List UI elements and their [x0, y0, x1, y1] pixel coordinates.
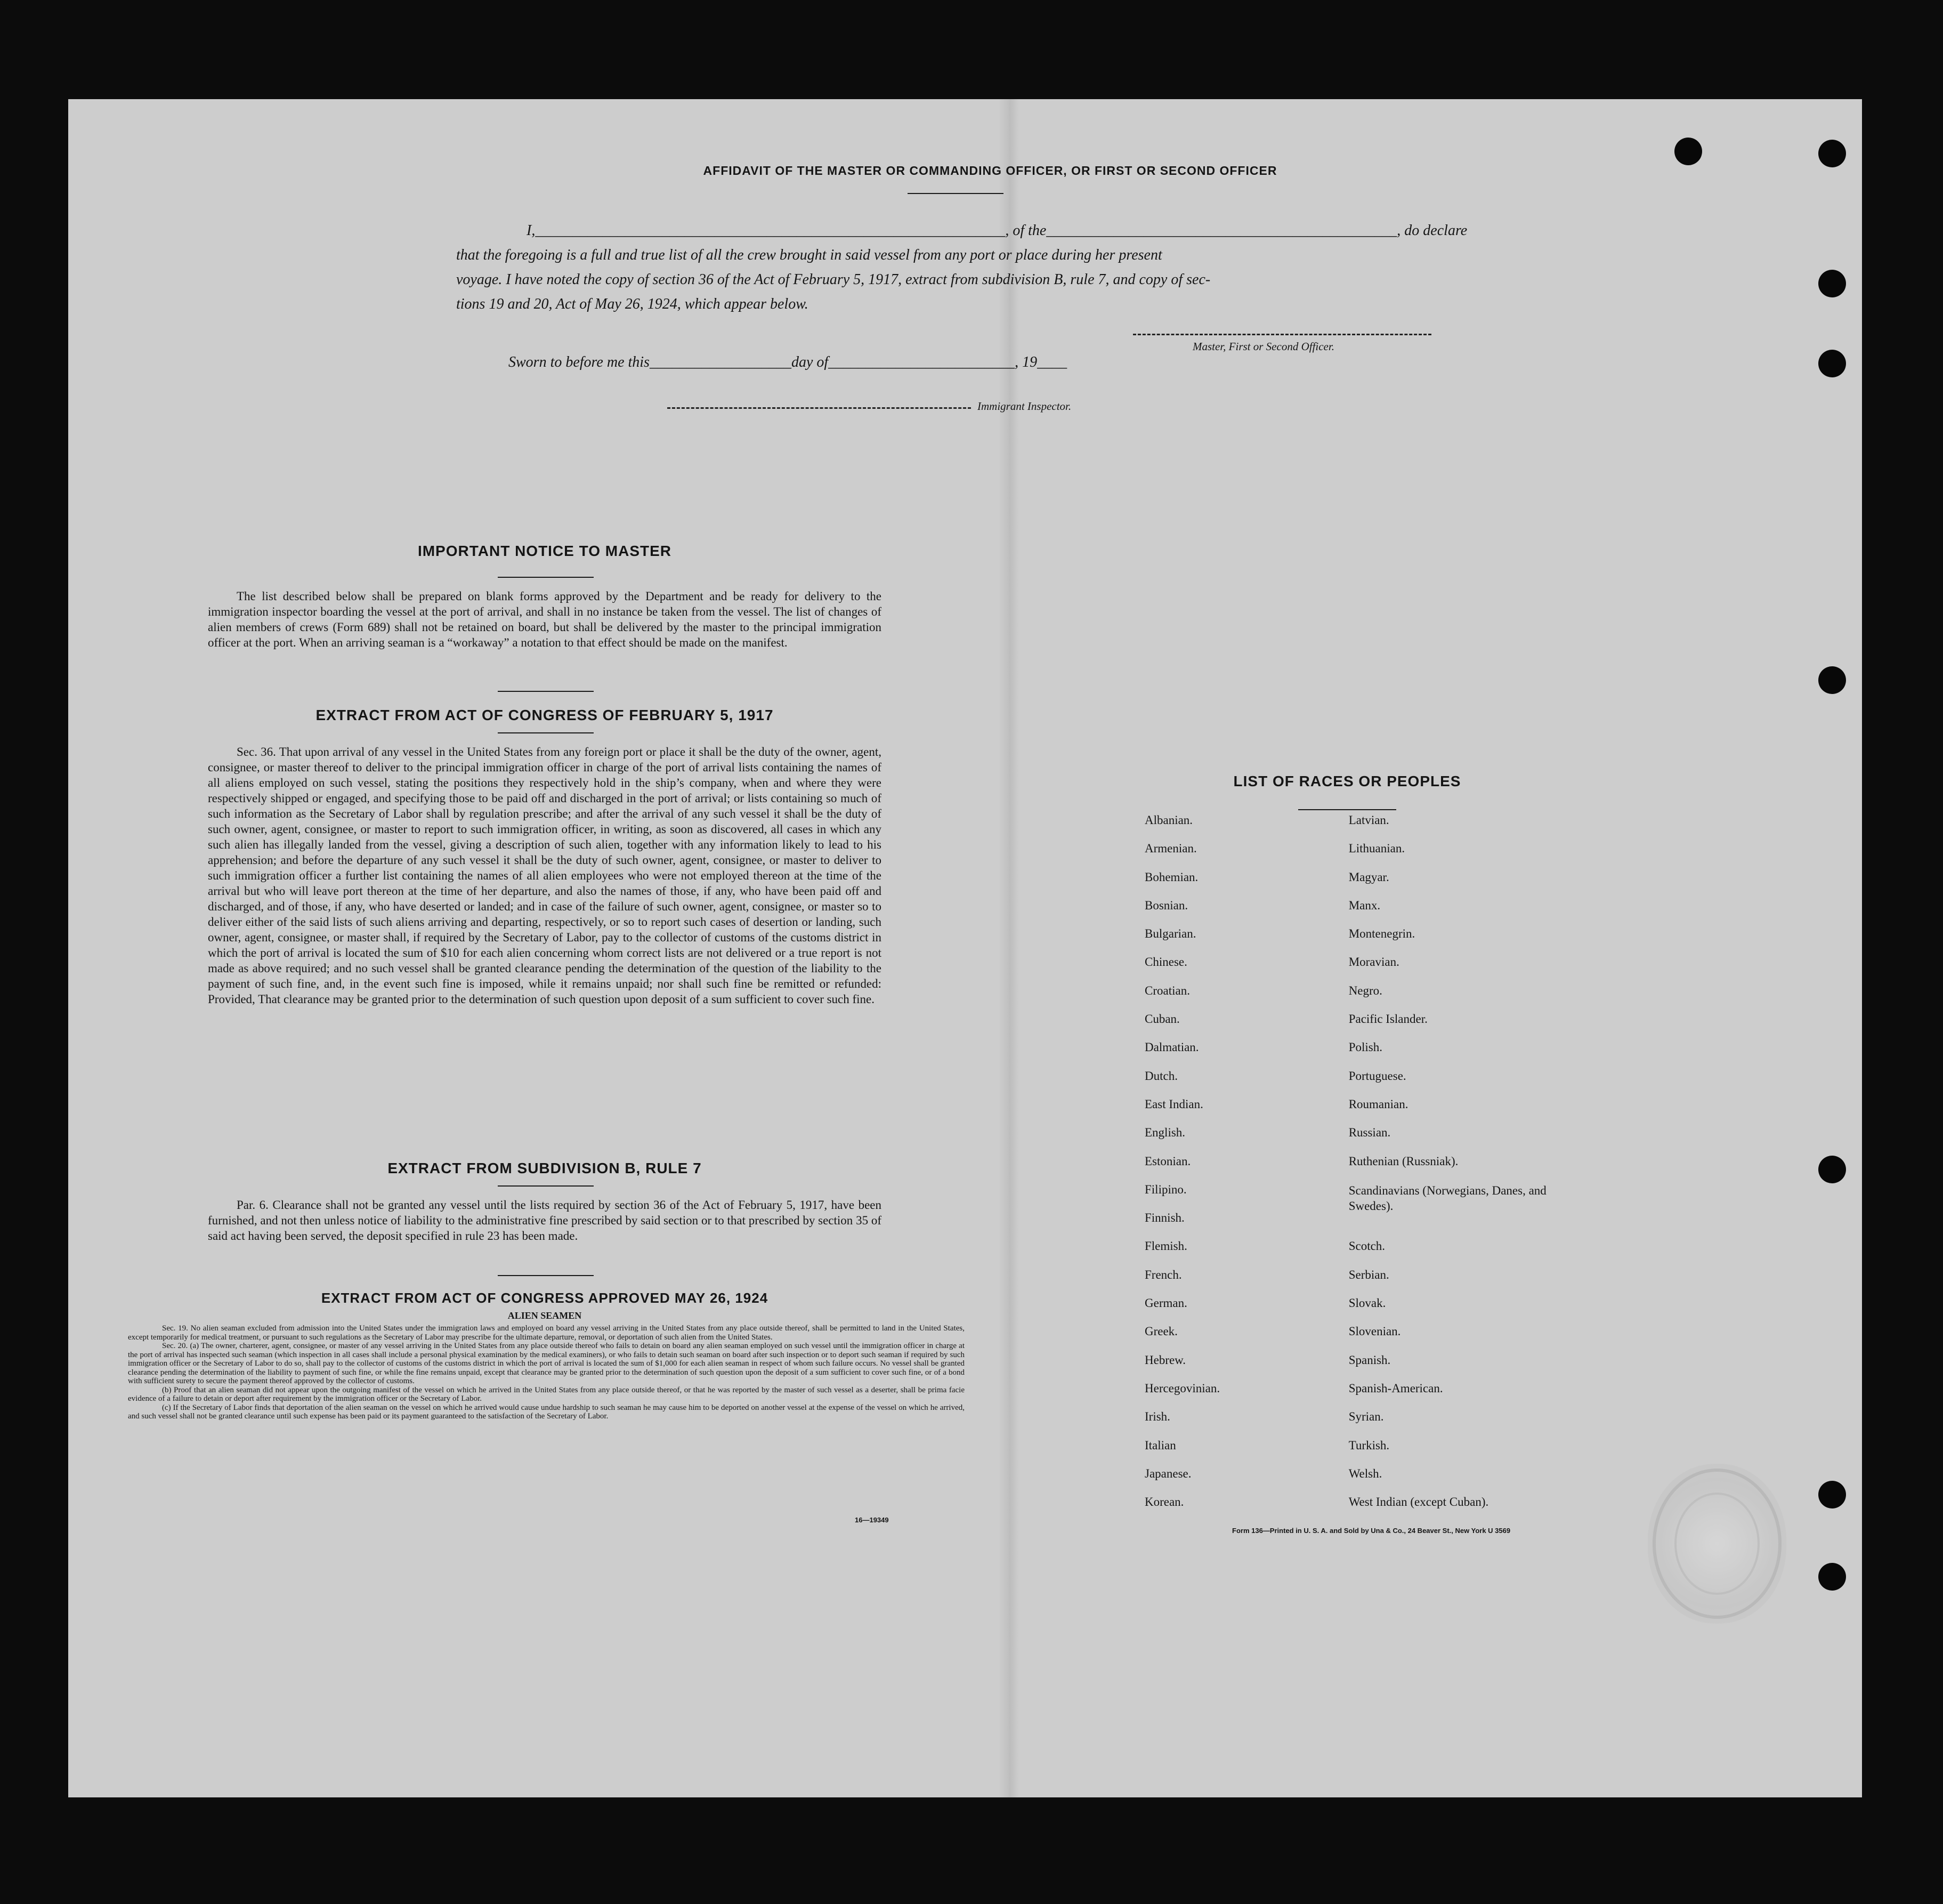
- alien-seamen-subtitle: ALIEN SEAMEN: [507, 1310, 582, 1321]
- extract-rule7-body: [208, 1197, 881, 1244]
- notice-body: [208, 588, 881, 650]
- race-row: [1145, 1439, 1550, 1467]
- race-right: Portuguese.: [1348, 1069, 1406, 1083]
- race-right: Syrian.: [1348, 1410, 1384, 1424]
- race-right: Latvian.: [1348, 813, 1389, 827]
- race-row: [1145, 984, 1550, 1012]
- printer-imprint: Form 136—Printed in U. S. A. and Sold by Una & Co., 24 Beaver St., New York U 3569: [1232, 1527, 1511, 1535]
- race-row: [1145, 813, 1550, 842]
- punch-hole: [1674, 138, 1702, 165]
- race-left: Korean.: [1145, 1495, 1184, 1509]
- race-left: Armenian.: [1145, 842, 1197, 856]
- race-row: [1145, 1353, 1550, 1382]
- extract-rule7-title: EXTRACT FROM SUBDIVISION B, RULE 7: [387, 1160, 702, 1176]
- race-right: Spanish.: [1348, 1353, 1391, 1367]
- race-row: [1145, 1126, 1550, 1154]
- race-row: [1145, 955, 1550, 983]
- race-right: West Indian (except Cuban).: [1348, 1495, 1489, 1509]
- race-right: Pacific Islander.: [1348, 1012, 1428, 1026]
- race-left: English.: [1145, 1126, 1186, 1140]
- extract-rule7-underline: [498, 1185, 594, 1187]
- affidavit-title: AFFIDAVIT OF THE MASTER OR COMMANDING OFFICER, OR FIRST OR SECOND OFFICER: [703, 164, 1277, 178]
- race-row: [1145, 1012, 1550, 1040]
- declaration-text: [456, 219, 1533, 317]
- race-row: [1145, 1325, 1550, 1353]
- section-20c-paragraph: (c) If the Secretary of Labor finds that deportation of the alien seaman on the vessel on which he arrived would cause undue hardship to such seaman he may cause him to be deported on another vessel at the expense of the vessel on which he arrived, and such vessel shall not be granted clearance until such expense has been paid or its payment guaranteed to the satisfaction of the Secretary of Labor.: [128, 1403, 965, 1421]
- race-left: Hebrew.: [1145, 1353, 1186, 1367]
- race-right: Russian.: [1348, 1126, 1391, 1140]
- race-row: [1145, 1155, 1550, 1183]
- punch-hole: [1818, 1563, 1846, 1591]
- race-row: [1145, 1467, 1550, 1495]
- embossed-seal: [1648, 1464, 1786, 1624]
- race-left: Chinese.: [1145, 955, 1187, 969]
- race-right: Montenegrin.: [1348, 927, 1415, 941]
- section-20a-paragraph: Sec. 20. (a) The owner, charterer, agent, consignee, or master of any vessel arriving in the United States from any place outside thereof who fails to detain on board any alien seaman employed on such vessel until the immigration officer in charge at the port of arrival has inspected such seaman (which inspection in all cases shall include a personal physical examination by the medical examiners), or who fails to detain such seaman on board after such inspection or to deport such seaman if required by such immigration officer or the Secretary of Labor to do so, shall pay to the collector of customs of the customs district in which the port of arrival is located the sum of $1,000 for each alien seaman in respect of whom such failure occurs. No vessel shall be granted clearance pending the determination of the liability to payment of such fine, or while the fine remains unpaid, except that clearance may be granted prior to the determination of such question upon the deposit of a sum sufficient to cover such fine, or of a bond with sufficient surety to secure the payment thereof approved by the collector of customs.: [128, 1342, 965, 1385]
- race-right: Slovenian.: [1348, 1325, 1401, 1338]
- race-left: Filipino.: [1145, 1182, 1187, 1196]
- race-row: [1145, 1382, 1550, 1410]
- race-left: Estonian.: [1145, 1154, 1191, 1168]
- race-left: French.: [1145, 1268, 1182, 1281]
- declaration-line-2: that the foregoing is a full and true list of all the crew brought in said vessel from any port or place during her present: [456, 247, 1162, 263]
- race-row: [1145, 927, 1550, 955]
- race-right: Spanish-American.: [1348, 1381, 1443, 1395]
- race-left: Italian: [1145, 1438, 1176, 1452]
- race-row: [1145, 1183, 1550, 1211]
- declaration-line-4: tions 19 and 20, Act of May 26, 1924, which appear below.: [456, 296, 808, 312]
- race-left: East Indian.: [1145, 1097, 1203, 1111]
- race-right: Turkish.: [1348, 1438, 1390, 1452]
- race-row: [1145, 1239, 1550, 1268]
- race-right: Scandinavians (Norwegians, Danes, and Swedes).: [1348, 1183, 1547, 1213]
- race-left: Greek.: [1145, 1325, 1178, 1338]
- race-row: [1145, 1069, 1550, 1098]
- race-right: Polish.: [1348, 1040, 1382, 1054]
- race-row: [1145, 1268, 1550, 1296]
- race-row: [1145, 1098, 1550, 1126]
- race-right: [1349, 1211, 1550, 1239]
- signature-line: [1133, 334, 1431, 335]
- race-right: Slovak.: [1348, 1296, 1386, 1310]
- race-right: Serbian.: [1348, 1268, 1389, 1281]
- notice-title: IMPORTANT NOTICE TO MASTER: [417, 543, 672, 559]
- inspector-signature-line: [667, 407, 971, 409]
- race-right: Negro.: [1348, 983, 1382, 997]
- punch-hole: [1818, 270, 1846, 297]
- race-left: Irish.: [1145, 1410, 1170, 1424]
- race-left: Flemish.: [1145, 1239, 1187, 1253]
- sworn-statement: Sworn to before me this___________________day of_________________________, 19____: [508, 354, 1067, 370]
- extract-1924-body: [128, 1324, 965, 1421]
- punch-hole: [1818, 1481, 1846, 1508]
- title-underline: [908, 193, 1003, 194]
- race-right: Scotch.: [1348, 1239, 1386, 1253]
- race-left: Bosnian.: [1145, 898, 1188, 912]
- races-list: [1145, 813, 1550, 1523]
- form-number: 16—19349: [855, 1516, 889, 1524]
- extract-1917-underline: [498, 732, 594, 733]
- race-left: Dutch.: [1145, 1069, 1178, 1083]
- extract-1924-title: EXTRACT FROM ACT OF CONGRESS APPROVED MAY 26, 1924: [321, 1290, 768, 1306]
- seal-icon: [1648, 1464, 1786, 1624]
- signature-label: Master, First or Second Officer.: [1193, 340, 1334, 353]
- race-right: Lithuanian.: [1348, 842, 1405, 856]
- race-left: Bohemian.: [1145, 870, 1199, 884]
- race-row: [1145, 1040, 1550, 1069]
- document-sheet: [68, 99, 1862, 1797]
- race-row: [1145, 899, 1550, 927]
- extract-1917-body: [208, 744, 881, 1007]
- notice-paragraph: The list described below shall be prepared on blank forms approved by the Department and be ready for delivery to the immigration inspector boarding the vessel at the port of arrival, and shall in no instance be taken from the vessel. The list of changes of alien members of crews (Form 689) shall not be retained on board, but shall be delivered by the master to the principal immigration officer at the port. When an arriving seaman is a “workaway” a notation to that effect should be made on the manifest.: [208, 590, 881, 649]
- race-right: Welsh.: [1348, 1466, 1382, 1480]
- race-left: Dalmatian.: [1145, 1040, 1199, 1054]
- extract-1917-title: EXTRACT FROM ACT OF CONGRESS OF FEBRUARY 5, 1917: [315, 707, 774, 723]
- race-row: [1145, 1495, 1550, 1523]
- declaration-line-3: voyage. I have noted the copy of section 36 of the Act of February 5, 1917, extract from subdivision B, rule 7, and copy of sec-: [456, 271, 1211, 288]
- section-divider: [498, 691, 594, 692]
- race-right: Manx.: [1348, 898, 1381, 912]
- race-row: [1145, 842, 1550, 870]
- race-left: Croatian.: [1145, 983, 1190, 997]
- race-left: Japanese.: [1145, 1466, 1192, 1480]
- paragraph-6: Par. 6. Clearance shall not be granted any vessel until the lists required by section 36 of the Act of February 5, 1917, have been furnished, and not then unless notice of liability to the administrative fine prescribed by said section or to that prescribed by section 35 of said act having been served, the deposit specified in rule 23 has been made.: [208, 1198, 881, 1243]
- race-row: [1145, 1296, 1550, 1325]
- declaration-line-1: I,_______________________________________________________________, of the_______________________________________________, do declare: [527, 222, 1468, 239]
- race-row: [1145, 870, 1550, 899]
- section-divider-2: [498, 1275, 594, 1276]
- race-right: Roumanian.: [1348, 1097, 1408, 1111]
- notice-underline: [498, 577, 594, 578]
- section-19-paragraph: Sec. 19. No alien seaman excluded from admission into the United States under the immigration laws and employed on board any vessel arriving in the United States from any place outside thereof, shall be permitted to land in the United States, except temporarily for medical treatment, or pursuant to such regulations as the Secretary of Labor may prescribe for the ultimate departure, removal, or deportation of such alien from the United States.: [128, 1324, 965, 1342]
- section-20b-paragraph: (b) Proof that an alien seaman did not appear upon the outgoing manifest of the vessel on which he arrived in the United States from any place outside thereof, or that he was reported by the master of such vessel as a deserter, shall be prima facie evidence of a failure to detain or deport after requirement by the immigration officer or the Secretary of Labor.: [128, 1385, 965, 1403]
- race-left: Hercegovinian.: [1145, 1381, 1220, 1395]
- races-title: LIST OF RACES OR PEOPLES: [1233, 773, 1461, 789]
- punch-hole: [1818, 1156, 1846, 1183]
- race-row: [1145, 1211, 1550, 1239]
- race-left: Cuban.: [1145, 1012, 1180, 1026]
- punch-hole: [1818, 666, 1846, 694]
- race-row: [1145, 1410, 1550, 1438]
- race-left: Finnish.: [1145, 1211, 1185, 1225]
- race-left: German.: [1145, 1296, 1187, 1310]
- inspector-label: Immigrant Inspector.: [977, 400, 1072, 413]
- punch-hole: [1818, 140, 1846, 167]
- race-right: Ruthenian (Russniak).: [1348, 1154, 1459, 1168]
- race-right: Magyar.: [1348, 870, 1389, 884]
- race-right: Moravian.: [1348, 955, 1399, 969]
- races-underline: [1298, 809, 1396, 810]
- race-left: Bulgarian.: [1145, 927, 1196, 941]
- section-36-paragraph: Sec. 36. That upon arrival of any vessel in the United States from any foreign port or place it shall be the duty of the owner, agent, consignee, or master thereof to deliver to the principal immigration officer in charge of the port of arrival lists containing the names of all aliens employed on such vessel, stating the positions they respectively hold in the ship’s company, when and where they were respectively shipped or engaged, and specifying those to be paid off and discharged in the port of arrival; or lists containing so much of such information as the Secretary of Labor shall by regulation prescribe; and after the arrival of any such vessel it shall be the duty of such owner, agent, consignee, or master to report to such immigration officer, in writing, as soon as discovered, all cases in which any such alien has illegally landed from the vessel, giving a description of such alien, together with any information likely to lead to his apprehension; and before the departure of any such vessel it shall be the duty of such owner, agent, consignee, or master to deliver to such immigration officer a further list containing the names of all alien employees who were not employed thereon at the time of the arrival but who will leave port thereon at the time of her departure, and also the names of those, if any, who have been paid off and discharged, and of those, if any, who have deserted or landed; and in case of the failure of such owner, agent, consignee, or master so to deliver either of the said lists of such aliens arriving and departing, respectively, or so to report such cases of desertion or landing, such owner, agent, consignee, or master shall, if required by the Secretary of Labor, pay to the collector of customs of the customs district in which the port of arrival is located the sum of $10 for each alien concerning whom correct lists are not delivered or a true report is not made as above required; and no such vessel shall be granted clearance pending the determination of the question of the liability to the payment of such fine, and, in the event such fine is imposed, while it remains unpaid; nor shall such fine be remitted or refunded: Provided, That clearance may be granted prior to the determination of such question upon deposit of a sum sufficient to cover such fine.: [208, 745, 881, 1006]
- punch-hole: [1818, 350, 1846, 377]
- race-left: Albanian.: [1145, 813, 1193, 827]
